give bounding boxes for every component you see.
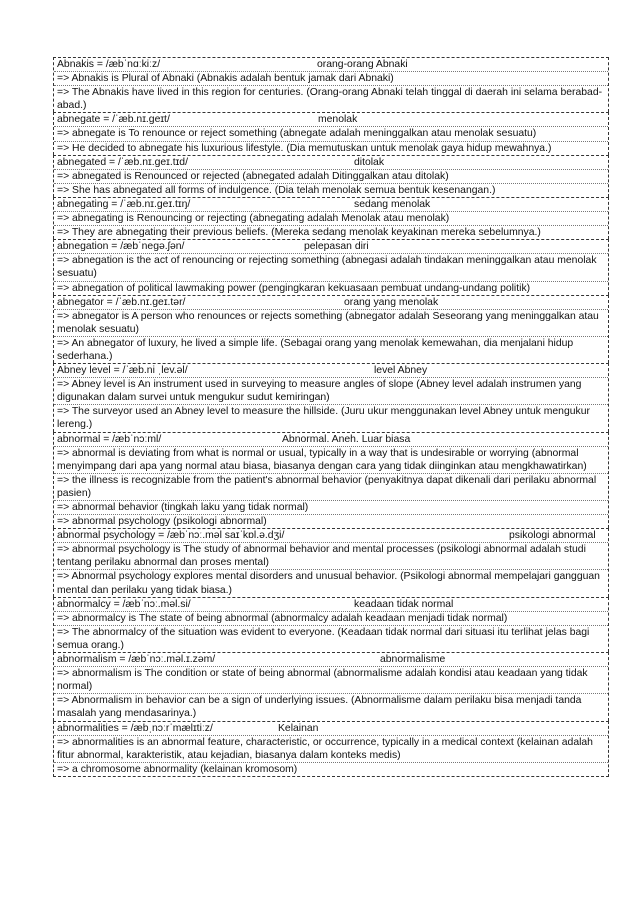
translation: psikologi abnormal [509, 530, 596, 542]
dictionary-entry [53, 721, 609, 777]
entry-header [54, 296, 608, 309]
entry-header [54, 433, 608, 446]
entry-line: => The surveyor used an Abney level to measure the hillside. (Juru ukur menggunakan level Abney untuk mengukur lereng.) [54, 404, 608, 431]
headword: abnegator = /ˈæb.nɪ.geɪ.tər/ [57, 296, 186, 308]
entry-line: => Abney level is An instrument used in surveying to measure angles of slope (Abney level adalah instrumen yang digunakan dalam survei untuk mengukur sudut kemiringan) [54, 377, 608, 404]
headword: abnormalcy = /æbˈnɔː.məl.si/ [57, 598, 191, 610]
entry-header [54, 598, 608, 611]
entry-line: => abnormal is deviating from what is normal or usual, typically in a way that is undesirable or worrying (abnormal menyimpang dari apa yang normal atau biasa, biasanya dengan cara yang tidak diinginkan atau mengkhawatirkan) [54, 446, 608, 473]
entry-header [54, 722, 608, 735]
headword: abnegating = /ˈæb.nɪ.geɪ.tɪŋ/ [57, 198, 191, 210]
entry-line: => An abnegator of luxury, he lived a simple life. (Sebagai orang yang menolak kemewahan, dia menjalani hidup sederhana.) [54, 336, 608, 363]
entry-line: => abnegation is the act of renouncing or rejecting something (abnegasi adalah tindakan meninggalkan atau menolak sesuatu) [54, 253, 608, 280]
entry-line: => Abnormal psychology explores mental disorders and unusual behavior. (Psikologi abnormal mempelajari gangguan mental dan perilaku yang tidak biasa.) [54, 569, 608, 596]
entry-line: => abnegate is To renounce or reject something (abnegate adalah meninggalkan atau menolak sesuatu) [54, 126, 608, 140]
entry-line: => He decided to abnegate his luxurious lifestyle. (Dia memutuskan untuk menolak gaya hidup mewahnya.) [54, 141, 608, 155]
translation: orang-orang Abnaki [317, 59, 408, 70]
headword: Abney level = /ˈæb.ni ˌlev.əl/ [57, 365, 188, 377]
entry-line: => abnormal psychology is The study of abnormal behavior and mental processes (psikologi abnormal adalah studi tentang perilaku abnormal dan proses mental) [54, 542, 608, 569]
entry-line: => the illness is recognizable from the patient's abnormal behavior (penyakitnya dapat dikenali dari perilaku abnormal pasien) [54, 473, 608, 500]
dictionary-entry [53, 363, 609, 431]
entry-line: => She has abnegated all forms of indulgence. (Dia telah menolak semua bentuk kesenangan.) [54, 183, 608, 197]
entry-line: => The Abnakis have lived in this region for centuries. (Orang-orang Abnaki telah tinggal di daerah ini selama berabad-abad.) [54, 85, 608, 112]
translation: level Abney [374, 365, 428, 377]
dictionary-entry [53, 597, 609, 652]
dictionary-entry [53, 528, 609, 596]
dictionary-entry [53, 57, 609, 112]
entry-line: => abnegator is A person who renounces or rejects something (abnegator adalah Seseorang yang meninggalkan atau menolak sesuatu) [54, 309, 608, 336]
entry-header [54, 156, 608, 169]
entry-line: => abnormalcy is The state of being abnormal (abnormalcy adalah keadaan menjadi tidak normal) [54, 611, 608, 625]
dictionary-entry [53, 239, 609, 294]
headword: Abnakis = /æbˈnɑːkiːz/ [57, 59, 161, 70]
translation: ditolak [354, 156, 385, 168]
entry-line: => abnegation of political lawmaking power (pengingkaran kekuasaan pembuat undang-undang politik) [54, 281, 608, 295]
translation: menolak [318, 114, 358, 126]
headword: abnormalism = /æbˈnɔː.məl.ɪ.zəm/ [57, 654, 216, 666]
entry-line: => They are abnegating their previous beliefs. (Mereka sedang menolak keyakinan mereka sebelumnya.) [54, 225, 608, 239]
entry-line: => abnegating is Renouncing or rejecting (abnegating adalah Menolak atau menolak) [54, 211, 608, 225]
translation: keadaan tidak normal [354, 598, 454, 610]
translation: Kelainan [278, 722, 319, 734]
headword: abnegate = /ˈæb.nɪ.geɪt/ [57, 114, 170, 126]
dictionary-sheet [53, 57, 609, 777]
entry-header [54, 364, 608, 377]
entry-line: => The abnormalcy of the situation was evident to everyone. (Keadaan tidak normal dari situasi itu terlihat jelas bagi semua orang.) [54, 625, 608, 652]
dictionary-entry [53, 432, 609, 529]
headword: abnegated = /ˈæb.nɪ.geɪ.tɪd/ [57, 156, 188, 168]
entry-header [54, 240, 608, 253]
entry-line: => a chromosome abnormality (kelainan kromosom) [54, 762, 608, 776]
translation: Abnormal. Aneh. Luar biasa [282, 433, 411, 445]
dictionary-entry [53, 652, 609, 720]
entry-line: => abnormal psychology (psikologi abnormal) [54, 514, 608, 528]
dictionary-entry [53, 295, 609, 363]
entry-line: => Abnormalism in behavior can be a sign of underlying issues. (Abnormalisme dalam perilaku bisa menjadi tanda masalah yang mendasarinya.) [54, 693, 608, 720]
translation: pelepasan diri [304, 241, 369, 253]
headword: abnormal psychology = /æbˈnɔː.məl saɪˈkɒl.ə.dʒi/ [57, 530, 285, 542]
headword: abnegation = /æbˈnegə.ʃən/ [57, 241, 185, 253]
entry-header [54, 113, 608, 126]
dictionary-entry [53, 197, 609, 239]
translation: orang yang menolak [344, 296, 439, 308]
entry-header [54, 58, 608, 71]
headword: abnormalities = /æbˌnɔːrˈmælɪtiːz/ [57, 722, 213, 734]
entry-line: => abnormalities is an abnormal feature, characteristic, or occurrence, typically in a medical context (kelainan adalah fitur abnormal, karakteristik, atau kejadian, biasanya dalam konteks medis) [54, 735, 608, 762]
headword: abnormal = /æbˈnɔːml/ [57, 433, 162, 445]
entry-header [54, 529, 608, 542]
entry-line: => abnormalism is The condition or state of being abnormal (abnormalisme adalah kondisi atau keadaan yang tidak normal) [54, 666, 608, 693]
dictionary-entry [53, 155, 609, 197]
entry-line: => Abnakis is Plural of Abnaki (Abnakis adalah bentuk jamak dari Abnaki) [54, 71, 608, 85]
dictionary-entry [53, 112, 609, 154]
entry-line: => abnegated is Renounced or rejected (abnegated adalah Ditinggalkan atau ditolak) [54, 169, 608, 183]
entry-header [54, 198, 608, 211]
entry-header [54, 653, 608, 666]
translation: abnormalisme [380, 654, 446, 666]
entry-line: => abnormal behavior (tingkah laku yang tidak normal) [54, 500, 608, 514]
translation: sedang menolak [354, 198, 431, 210]
